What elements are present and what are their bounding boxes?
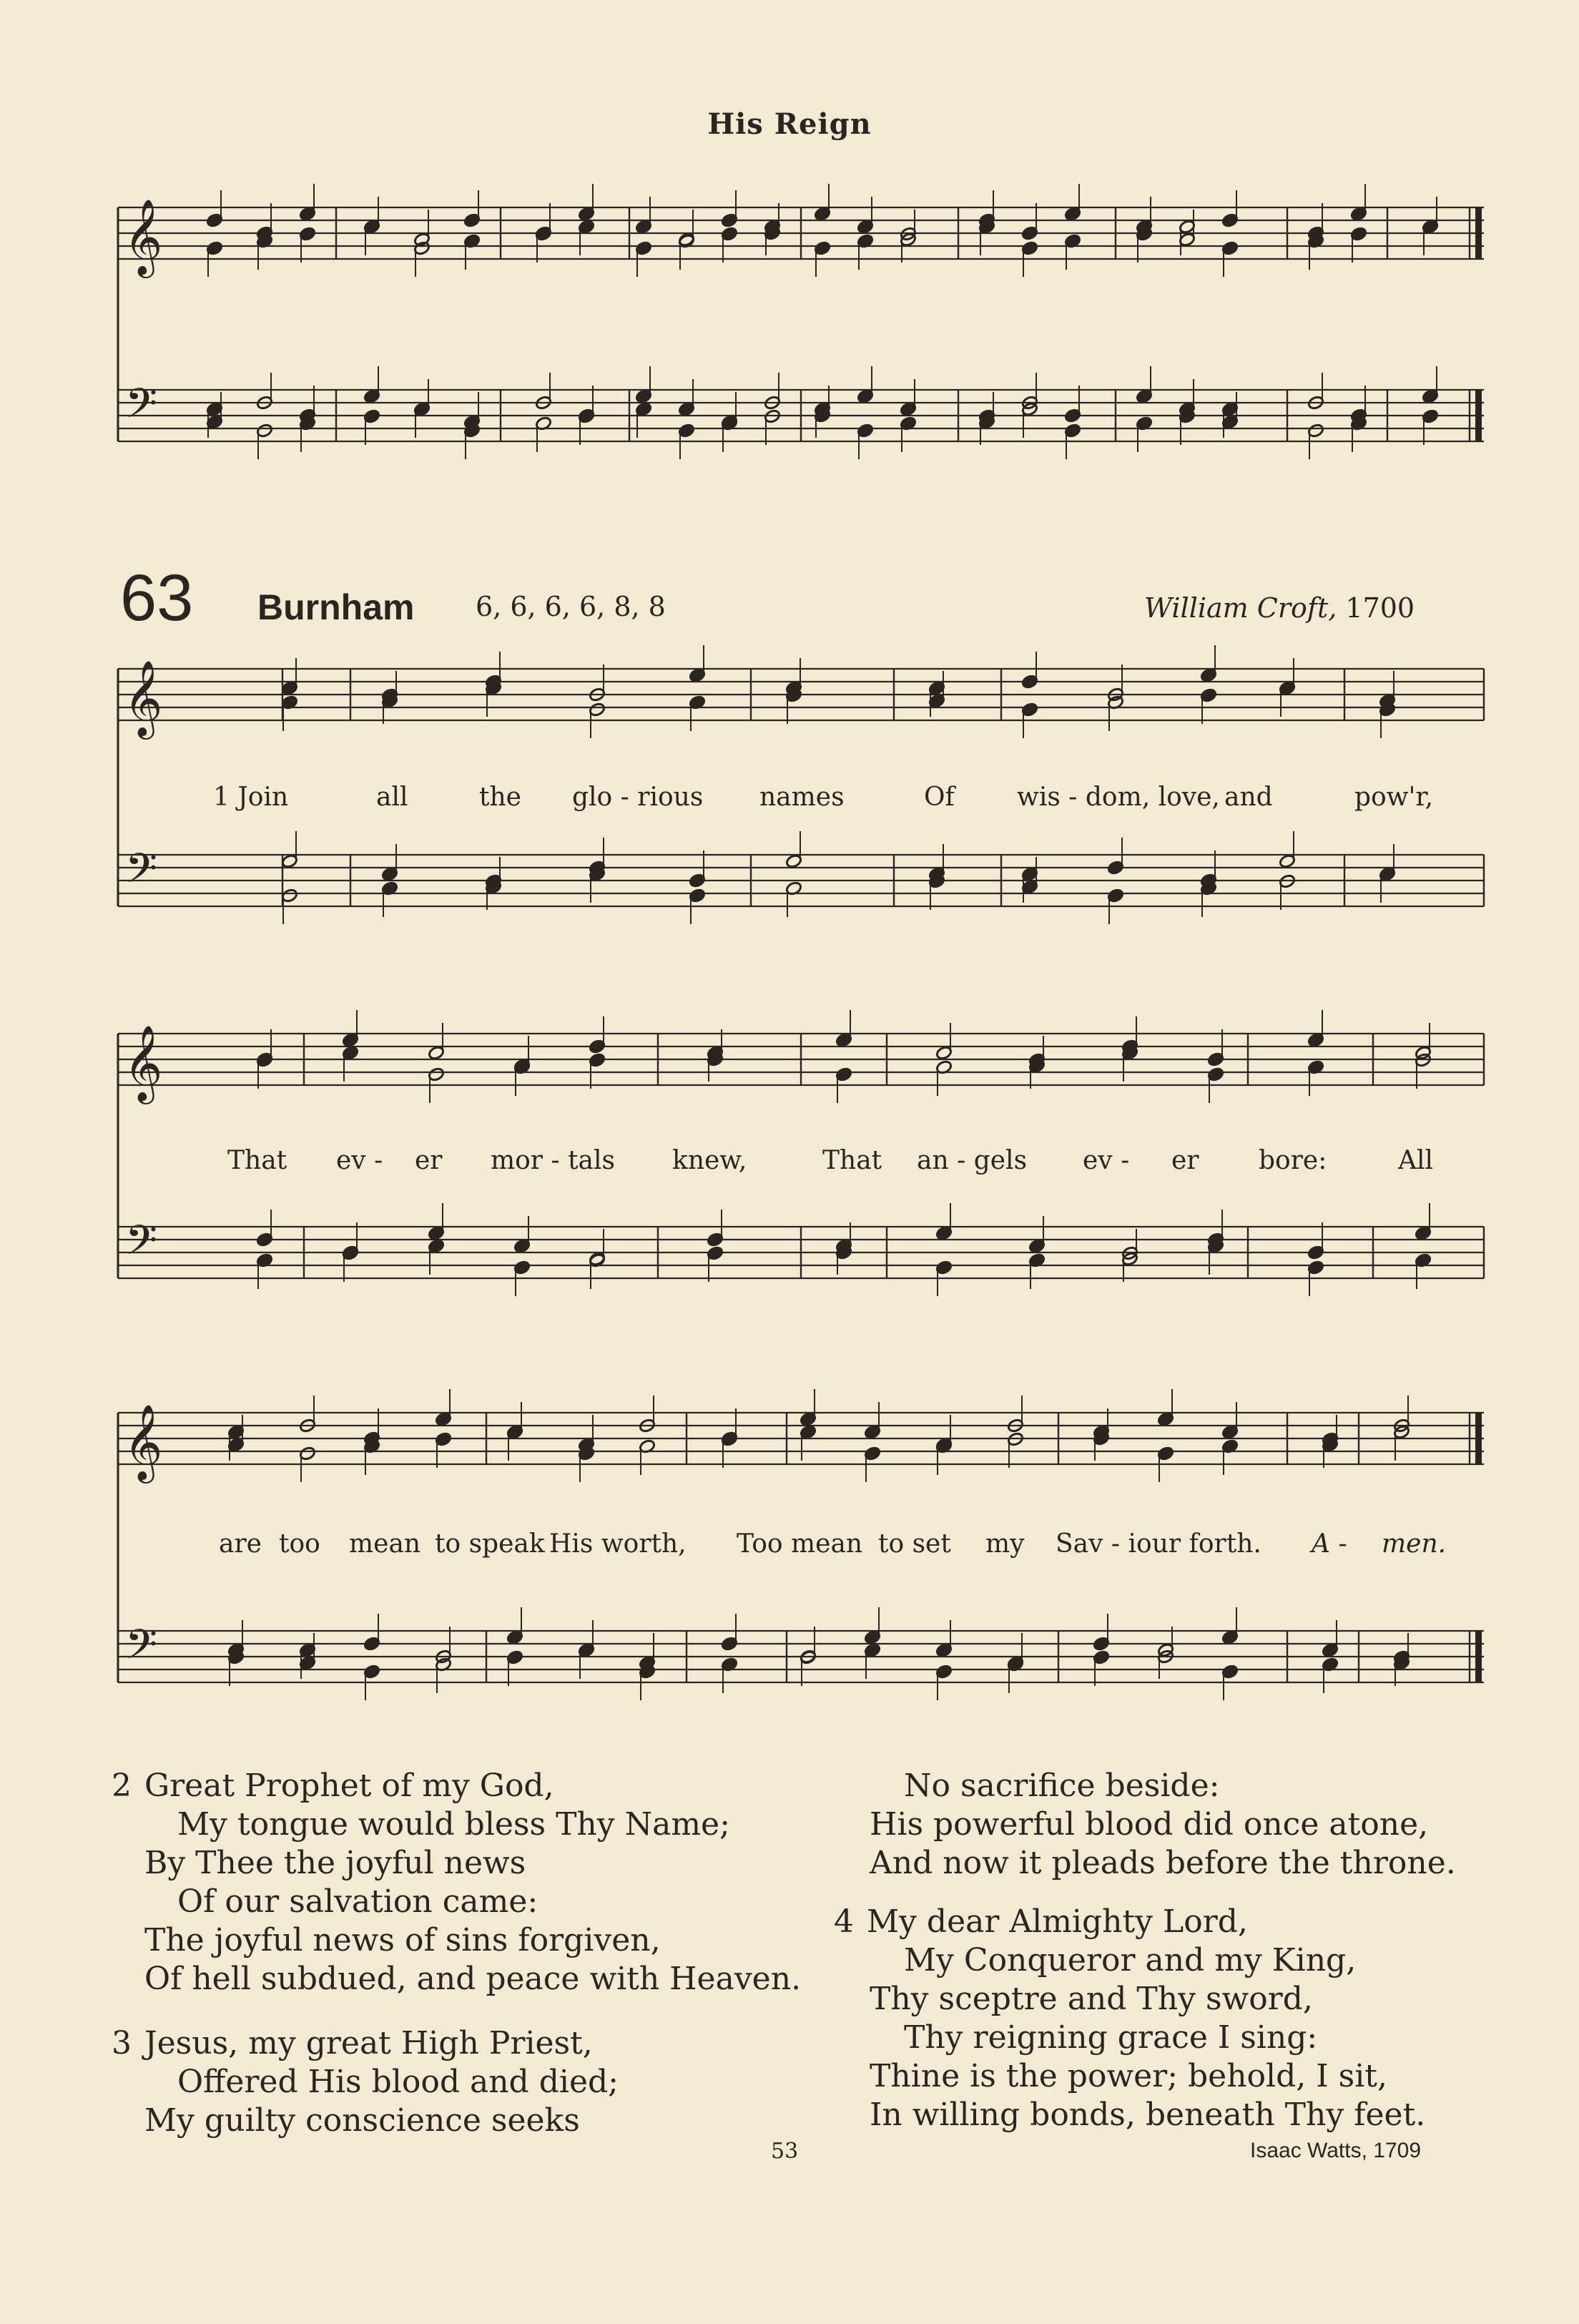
lyric-syllable: Of [924, 783, 955, 812]
verse-3 [112, 2024, 619, 2140]
verse-2 [112, 1767, 801, 1999]
verse-line: My Conqueror and my King, [904, 1942, 1357, 1979]
section-title: His Reign [707, 107, 872, 141]
final-barline [1475, 207, 1482, 259]
verse-line: Thine is the power; behold, I sit, [870, 2058, 1387, 2094]
verse-line: Thy sceptre and Thy sword, [870, 1981, 1313, 2017]
lyric-syllable: all [376, 783, 408, 812]
lyric-syllable: His worth, [549, 1529, 687, 1559]
composer-name: William Croft, [1144, 592, 1337, 624]
verse-4 [834, 1903, 1425, 2134]
treble-clef: 𝄞 [124, 1403, 163, 1480]
final-barline [1475, 390, 1482, 441]
verse-line: In willing bonds, beneath Thy feet. [870, 2097, 1426, 2133]
verse-number: 4 [834, 1903, 854, 1940]
page-number: 53 [771, 2139, 799, 2164]
lyric-syllable: All [1398, 1146, 1434, 1175]
final-barline [1475, 1631, 1482, 1682]
bass-clef: 𝄢 [125, 1620, 158, 1679]
final-barline [1475, 1413, 1482, 1464]
bass-clef: 𝄢 [125, 379, 158, 438]
verse-line: The joyful news of sins forgiven, [144, 1922, 661, 1958]
verse-line: Great Prophet of my God, [144, 1767, 554, 1804]
lyric-syllable: glo - rious [572, 783, 704, 812]
lyric-syllable: er [1171, 1146, 1199, 1175]
lyric-syllable: Sav - iour forth. [1056, 1529, 1261, 1559]
verse-line: Of our salvation came: [177, 1883, 538, 1920]
treble-clef: 𝄞 [124, 660, 163, 736]
lyric-syllable: 1 Join [213, 783, 289, 812]
hymn-number: 63 [120, 562, 194, 634]
meter: 6, 6, 6, 6, 8, 8 [476, 591, 666, 622]
verse-line: My guilty conscience seeks [144, 2102, 580, 2139]
lyric-syllable: mean [349, 1529, 421, 1559]
lyric-syllable: ev - [1083, 1146, 1130, 1175]
lyric-syllable: men. [1382, 1529, 1447, 1559]
verse-line: No sacrifice beside: [904, 1767, 1220, 1804]
verse-line: Offered His blood and died; [177, 2064, 619, 2100]
lyric-syllable: A - [1312, 1529, 1347, 1559]
composer-year: 1700 [1345, 592, 1415, 624]
lyric-syllable: That [822, 1146, 882, 1175]
lyric-syllable: wis - dom, love, [1017, 783, 1220, 812]
treble-clef: 𝄞 [124, 198, 163, 275]
lyric-syllable: too [279, 1529, 320, 1559]
verse-line: My dear Almighty Lord, [867, 1903, 1248, 1940]
tune-name: Burnham [257, 587, 415, 627]
verse-line: Of hell subdued, and peace with Heaven. [144, 1961, 802, 1997]
lyric-syllable: knew, [672, 1146, 747, 1175]
verse-line: My tongue would bless Thy Name; [177, 1806, 730, 1843]
lyric-syllable: ev - [336, 1146, 383, 1175]
verse-line: By Thee the joyful news [144, 1845, 526, 1881]
lyric-syllable: to set [878, 1529, 951, 1559]
treble-clef: 𝄞 [124, 1024, 163, 1101]
lyric-syllable: er [415, 1146, 443, 1175]
lyric-syllable: That [227, 1146, 287, 1175]
lyric-syllable: bore: [1259, 1146, 1327, 1175]
lyric-syllable: mor - tals [491, 1146, 615, 1175]
lyric-syllable: Too mean [737, 1529, 863, 1559]
verse-number: 2 [112, 1767, 132, 1804]
lyric-syllable: the [479, 783, 521, 812]
verse-3-continued [870, 1767, 1456, 1883]
lyric-syllable: pow'r, [1354, 783, 1434, 812]
lyric-syllable: names [759, 783, 845, 812]
lyric-syllable: an - gels [917, 1146, 1028, 1175]
verse-line: Jesus, my great High Priest, [144, 2025, 593, 2061]
lyric-syllable: and [1224, 783, 1273, 812]
hymn-author: Isaac Watts, 1709 [1250, 2139, 1422, 2162]
bass-clef: 𝄢 [125, 1216, 158, 1275]
lyric-syllable: my [985, 1529, 1025, 1559]
lyric-syllable: to speak [435, 1529, 545, 1559]
verse-number: 3 [112, 2025, 132, 2061]
verse-line: His powerful blood did once atone, [870, 1806, 1429, 1843]
verse-line: And now it pleads before the throne. [870, 1845, 1456, 1881]
verse-line: Thy reigning grace I sing: [904, 2019, 1318, 2056]
bass-clef: 𝄢 [125, 844, 158, 903]
lyric-syllable: are [219, 1529, 262, 1559]
